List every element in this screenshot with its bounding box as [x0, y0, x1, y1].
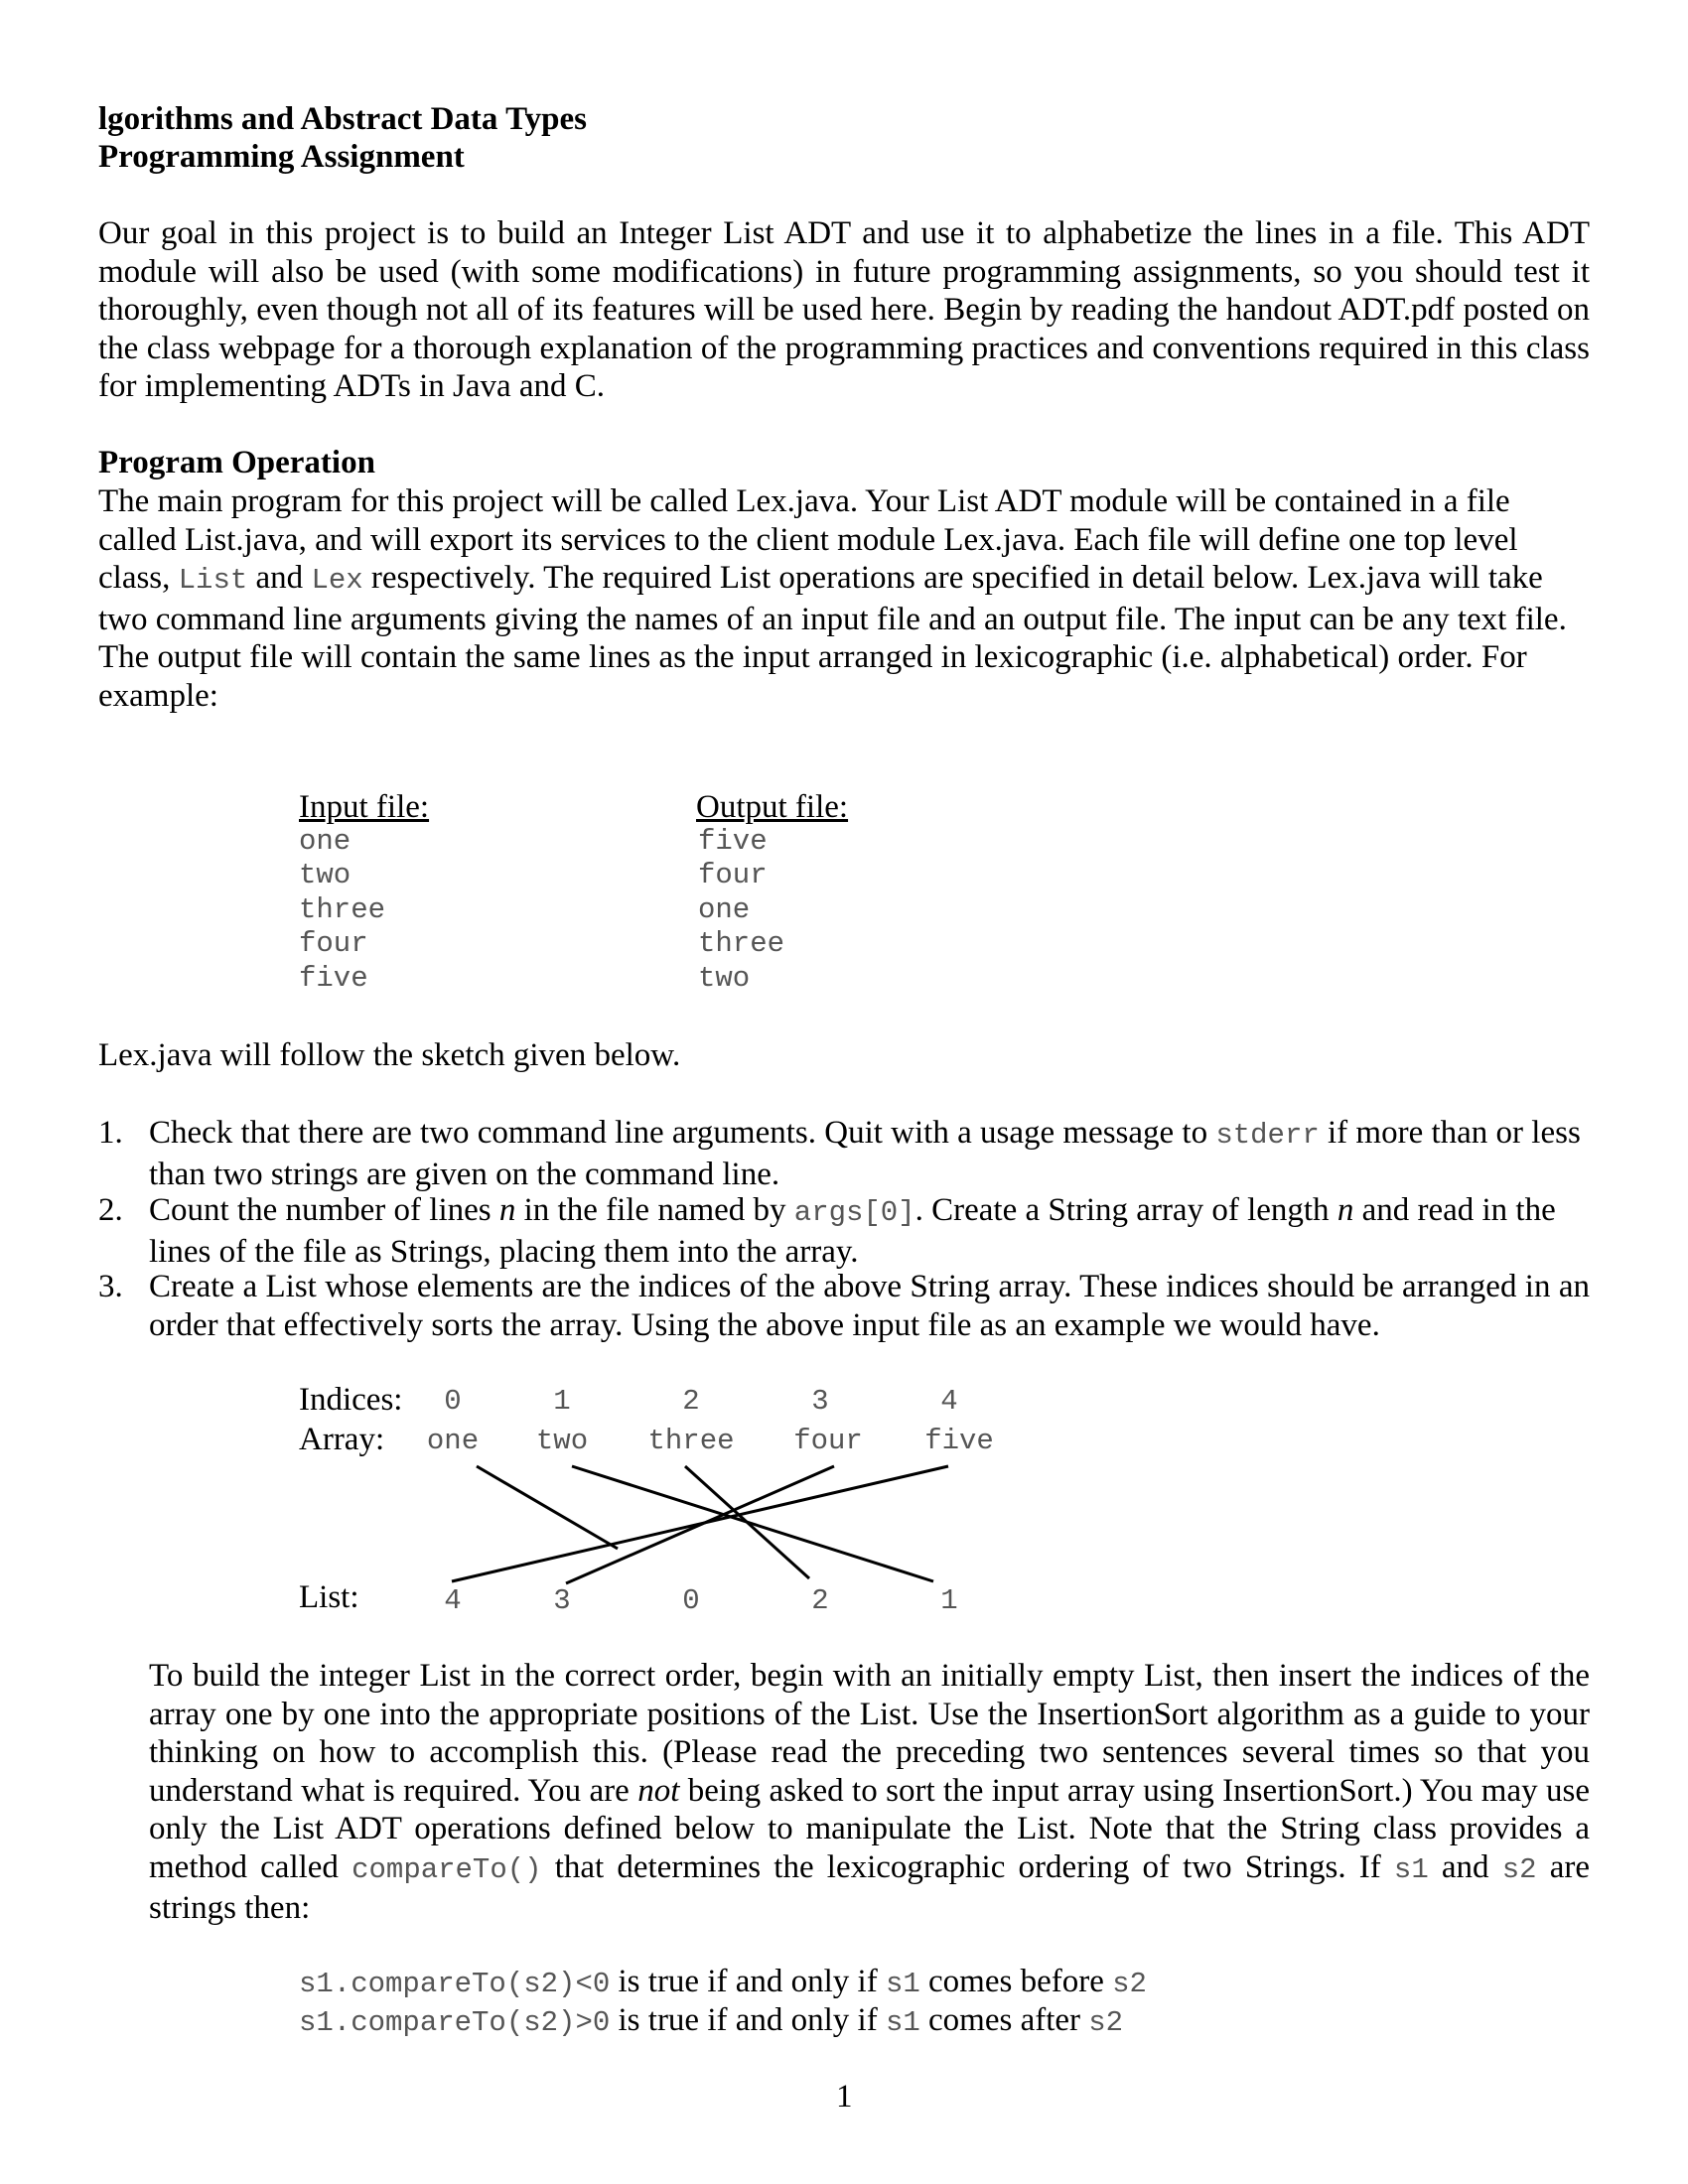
- array-cell: five: [924, 1425, 994, 1457]
- step-2-a: Count the number of lines: [149, 1192, 499, 1228]
- po-text-and: and: [247, 560, 312, 596]
- input-line: three: [299, 893, 386, 926]
- list-label: List:: [299, 1579, 359, 1615]
- doc-subtitle: Programming Assignment: [98, 139, 465, 175]
- index-cell: 1: [553, 1385, 571, 1418]
- step-number: 1.: [98, 1115, 123, 1151]
- input-file-header: Input file:: [299, 789, 430, 825]
- code-s1: s1: [885, 1968, 920, 2000]
- insertion-paragraph: [149, 1657, 1590, 1928]
- input-line: five: [299, 962, 368, 995]
- intro-paragraph: Our goal in this project is to build an Integer List ADT and use it to alphabetize the lines in a file. This ADT module will also be used (with some modifications) in future programming assignments, so you should test it thoroughly, even though not all of its features will be used here. Begin by reading the handout ADT.pdf posted on the class webpage for a thorough explanation of the programming practices and conventions required in this class for implementing ADTs in Java and C.: [98, 215, 1590, 404]
- indices-label: Indices:: [299, 1382, 403, 1418]
- insertion-and: and: [1428, 1848, 1502, 1885]
- output-line: four: [698, 859, 768, 891]
- output-line: one: [698, 893, 751, 926]
- array-cell: one: [426, 1425, 480, 1457]
- step-number: 2.: [98, 1192, 123, 1228]
- insertion-a: To build the integer List in the correct order, begin with an initially empty List, then insert the indices of the array one by one into the appropriate positions of the List. Use the InsertionSort algorithm as a guide to your thinking on how to accomplish this. (Please read the preceding two sentences several times so that you understand what is required. You are: [149, 1658, 1590, 1809]
- code-lex: Lex: [311, 564, 363, 597]
- code-s2: s2: [1112, 1968, 1147, 2000]
- index-cell: 3: [811, 1385, 829, 1418]
- insertion-c: that determines the lexicographic ordering of two Strings. If: [541, 1848, 1394, 1885]
- step-2-c: . Create a String array of length: [914, 1192, 1337, 1228]
- input-line: four: [299, 927, 368, 960]
- code-stderr: stderr: [1215, 1119, 1320, 1152]
- po-text-2: respectively. The required List operations are specified in detail below. Lex.java will take two command line arguments giving the names of an input file and an output file. The input can be any text file. The output file will contain the same lines as the input arranged in lexicographic (i.e. alphabetical) order. For example:: [98, 560, 1567, 714]
- output-line: five: [698, 825, 768, 858]
- mapping-line-five-to-4: [452, 1466, 948, 1581]
- array-cell: four: [793, 1425, 863, 1457]
- code-s2: s2: [1088, 2006, 1124, 2039]
- emphasis-not: not: [637, 1772, 680, 1809]
- insertion-d: are strings then:: [149, 1848, 1590, 1926]
- code-compare-greater: s1.compareTo(s2)>0: [299, 2006, 611, 2039]
- index-cell: 2: [682, 1385, 700, 1418]
- output-file-header: Output file:: [696, 789, 849, 825]
- code-args0: args[0]: [793, 1196, 915, 1229]
- output-line: two: [698, 962, 751, 995]
- list-cell: 3: [553, 1584, 571, 1617]
- po-text-1: The main program for this project will be called Lex.java. Your List ADT module will be contained in a file called List.java, and will export its services to the client module Lex.java. Each file will define one top level class,: [98, 483, 1518, 596]
- output-line: three: [698, 927, 785, 960]
- step-2-b: in the file named by: [515, 1192, 794, 1228]
- compare-text: comes after: [919, 2002, 1089, 2038]
- index-cell: 0: [444, 1385, 462, 1418]
- step-number: 3.: [98, 1269, 123, 1304]
- step-2-d: and read in the lines of the file as Strings, placing them into the array.: [149, 1192, 1556, 1270]
- compare-text: is true if and only if: [610, 1964, 886, 1999]
- code-compare-less: s1.compareTo(s2)<0: [299, 1968, 611, 2000]
- code-compareTo: compareTo(): [352, 1852, 542, 1886]
- insertion-b: being asked to sort the input array using InsertionSort.) You may use only the List ADT operations defined below to manipulate the List. Note that the String class provides a method called: [149, 1772, 1591, 1885]
- sketch-intro: Lex.java will follow the sketch given below.: [98, 1037, 681, 1073]
- index-cell: 4: [940, 1385, 958, 1418]
- step-3-text: Create a List whose elements are the indices of the above String array. These indices should be arranged in an order that effectively sorts the array. Using the above input file as an example we would have.: [149, 1269, 1590, 1343]
- code-s2: s2: [1501, 1852, 1537, 1886]
- var-n: n: [498, 1192, 516, 1228]
- list-cell: 4: [444, 1584, 462, 1617]
- input-line: two: [299, 859, 352, 891]
- compare-line-greater: [299, 2001, 1123, 2043]
- step-1-b: if more than or less than two strings are given on the command line.: [149, 1115, 1581, 1192]
- step-1-a: Check that there are two command line arguments. Quit with a usage message to: [149, 1115, 1216, 1151]
- compare-text: is true if and only if: [610, 2002, 886, 2038]
- var-n: n: [1336, 1192, 1354, 1228]
- mapping-line-one-to-0: [477, 1466, 618, 1549]
- doc-title: lgorithms and Abstract Data Types: [98, 101, 587, 137]
- input-line: one: [299, 825, 352, 858]
- list-cell: 1: [940, 1584, 958, 1617]
- code-list: List: [178, 564, 248, 597]
- list-cell: 2: [811, 1584, 829, 1617]
- compare-text: comes before: [919, 1964, 1113, 1999]
- compare-line-less: [299, 1963, 1147, 2004]
- array-cell: three: [647, 1425, 735, 1457]
- array-label: Array:: [299, 1422, 385, 1457]
- section-heading-program-operation: Program Operation: [98, 445, 375, 480]
- code-s1: s1: [1393, 1852, 1429, 1886]
- array-cell: two: [535, 1425, 589, 1457]
- page-number: 1: [836, 2079, 853, 2115]
- code-s1: s1: [885, 2006, 920, 2039]
- list-cell: 0: [682, 1584, 700, 1617]
